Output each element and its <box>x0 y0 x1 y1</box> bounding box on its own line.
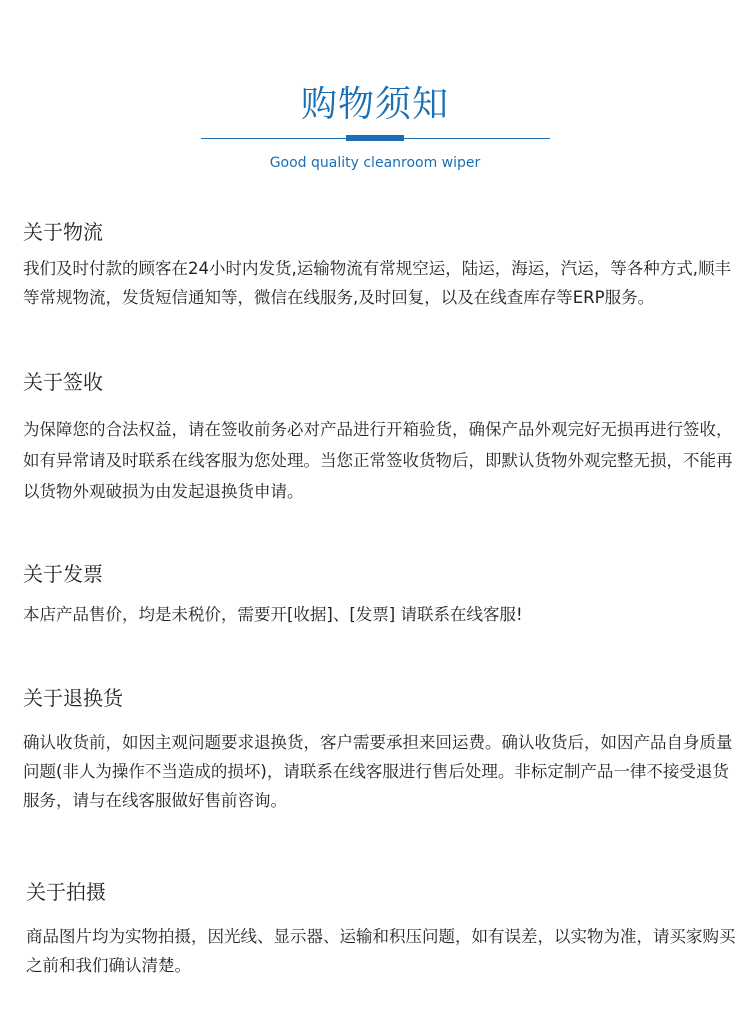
page-title: 购物须知 <box>300 84 449 125</box>
section-body: 确认收货前，如因主观问题要求退换货，客户需要承担来回运费。确认收货后，如因产品自身质量问题(非人为操作不当造成的损坏)，请联系在线客服进行售后处理。非标定制产品一律不接受退货服务，请与在线客服做好售前咨询。 <box>23 733 733 810</box>
section-returns <box>23 684 738 815</box>
section-invoice <box>23 560 738 629</box>
section-heading: 关于退换货 <box>23 686 123 710</box>
section-signing <box>23 368 738 507</box>
section-heading: 关于签收 <box>23 370 103 394</box>
section-body: 商品图片均为实物拍摄，因光线、显示器、运输和积压问题，如有误差，以实物为准，请买家购买之前和我们确认清楚。 <box>26 927 736 975</box>
section-body: 我们及时付款的顾客在24小时内发货,运输物流有常规空运，陆运，海运，汽运，等各种方式,顺丰等常规物流，发货短信通知等，微信在线服务,及时回复，以及在线查库存等ERP服务。 <box>23 259 731 307</box>
title-divider-accent <box>346 135 404 141</box>
section-photography <box>26 878 741 980</box>
page-subtitle: Good quality cleanroom wiper <box>269 155 481 171</box>
section-logistics <box>23 218 738 312</box>
section-heading: 关于发票 <box>23 562 103 586</box>
section-heading: 关于物流 <box>23 220 103 244</box>
section-body: 为保障您的合法权益，请在签收前务必对产品进行开箱验货，确保产品外观完好无损再进行签收，如有异常请及时联系在线客服为您处理。当您正常签收货物后，即默认货物外观完整无损，不能再以货物外观破损为由发起退换货申请。 <box>23 420 733 501</box>
section-heading: 关于拍摄 <box>26 880 106 904</box>
section-body: 本店产品售价，均是未税价，需要开[收据]、[发票] 请联系在线客服! <box>23 605 523 624</box>
